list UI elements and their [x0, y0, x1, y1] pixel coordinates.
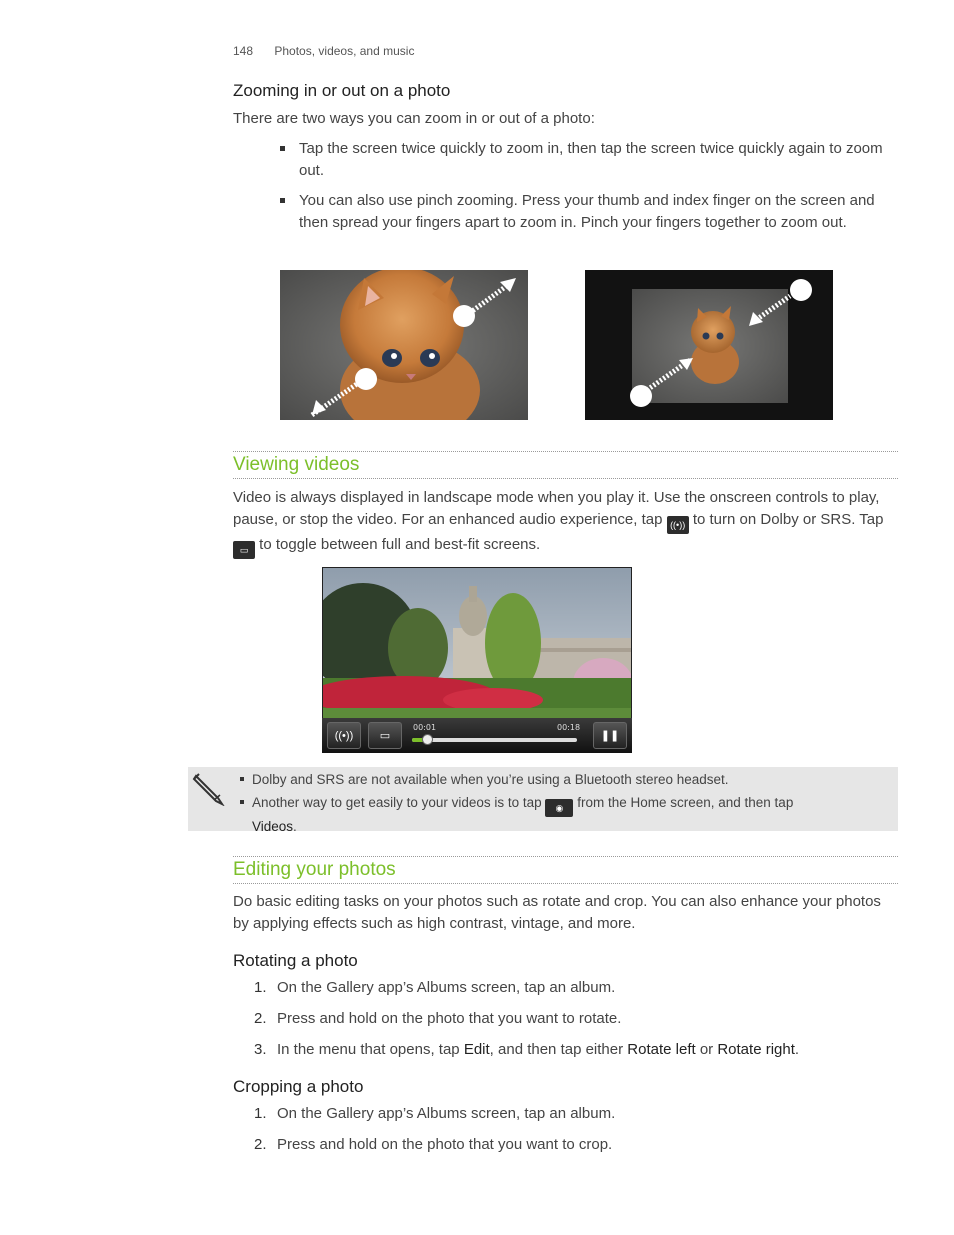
rotate-steps — [254, 977, 894, 1070]
progress-track[interactable] — [412, 738, 577, 742]
step-text: In the menu that opens, tap — [277, 1041, 460, 1058]
page-number: 148 — [233, 44, 254, 58]
list-item: Tap the screen twice quickly to zoom in, then tap the screen twice quickly again to zoom out. — [278, 138, 898, 181]
editing-intro: Do basic editing tasks on your photos such as rotate and crop. You can also enhance your photos by applying effects such as high contrast, vintage, and more. — [233, 893, 881, 932]
step-text: On the Gallery app’s Albums screen, tap an album. — [277, 1105, 616, 1122]
pause-button[interactable]: ❚❚ — [593, 722, 627, 749]
page-header — [233, 44, 414, 58]
rotate-left-term: Rotate left — [627, 1041, 696, 1058]
kitten-zoom-in-image — [280, 270, 528, 420]
time-elapsed: 00:01 — [413, 723, 437, 732]
section-title-editing-photos: Editing your photos — [233, 856, 898, 884]
step-text: , and then tap either — [489, 1041, 624, 1058]
section-title-viewing-videos: Viewing videos — [233, 451, 898, 479]
videos-text-3: to toggle between full and best-fit screens. — [259, 536, 541, 553]
step-text: On the Gallery app’s Albums screen, tap an album. — [277, 979, 616, 996]
note-text-a: Another way to get easily to your videos is to tap — [252, 795, 542, 810]
videos-text-2: to turn on Dolby or SRS. Tap — [692, 511, 884, 528]
list-item: 1. On the Gallery app’s Albums screen, tap an album. — [254, 979, 616, 996]
rotate-right-term: Rotate right — [717, 1041, 795, 1058]
time-total: 00:18 — [557, 723, 581, 732]
note-period: . — [293, 819, 297, 834]
list-item: 1. On the Gallery app’s Albums screen, tap an album. — [254, 1105, 616, 1122]
videos-term: Videos — [252, 819, 294, 834]
videos-text-1: Video is always displayed in landscape mode when you play it. Use the onscreen controls to play, pause, or stop the video. For an enhanced audio experience, tap — [233, 489, 880, 528]
note-text-b: from the Home screen, and then tap — [577, 795, 794, 810]
step-text: Press and hold on the photo that you want to crop. — [277, 1136, 613, 1153]
pencil-icon — [192, 772, 226, 806]
crop-heading: Cropping a photo — [233, 1077, 364, 1096]
progress-handle[interactable] — [422, 734, 433, 745]
zoom-bullet-list — [278, 138, 898, 242]
list-item — [240, 793, 890, 836]
step-text: or — [699, 1041, 714, 1058]
list-item: 2. Press and hold on the photo that you want to crop. — [254, 1136, 613, 1153]
dolby-srs-icon: ((•)) — [667, 516, 689, 534]
step-text: Press and hold on the photo that you want to rotate. — [277, 1010, 622, 1027]
list-item: You can also use pinch zooming. Press your thumb and index finger on the screen and then spread your fingers apart to zoom in. Pinch your fingers together to zoom out. — [278, 190, 898, 233]
list-item: Dolby and SRS are not available when you’re using a Bluetooth stereo headset. — [240, 770, 890, 789]
step-period: . — [794, 1041, 800, 1058]
note-list — [240, 770, 890, 840]
edit-term: Edit — [463, 1041, 490, 1058]
chapter-title: Photos, videos, and music — [274, 44, 415, 58]
list-item: 3. In the menu that opens, tap Edit, and then tap either Rotate left or Rotate right. — [254, 1041, 800, 1058]
list-item: 2. Press and hold on the photo that you want to rotate. — [254, 1010, 622, 1027]
camera-app-icon: ◉ — [545, 799, 573, 817]
kitten-zoom-out-image — [585, 270, 833, 420]
video-control-bar — [322, 718, 632, 753]
zoom-intro: There are two ways you can zoom in or out of a photo: — [233, 110, 595, 127]
rotate-heading: Rotating a photo — [233, 951, 358, 970]
fit-screen-icon: ▭ — [233, 541, 255, 559]
videos-paragraph — [233, 487, 899, 559]
crop-steps — [254, 1103, 894, 1165]
fit-screen-button[interactable]: ▭ — [368, 722, 402, 749]
zoom-heading: Zooming in or out on a photo — [233, 81, 451, 100]
dolby-srs-button[interactable]: ((•)) — [327, 722, 361, 749]
